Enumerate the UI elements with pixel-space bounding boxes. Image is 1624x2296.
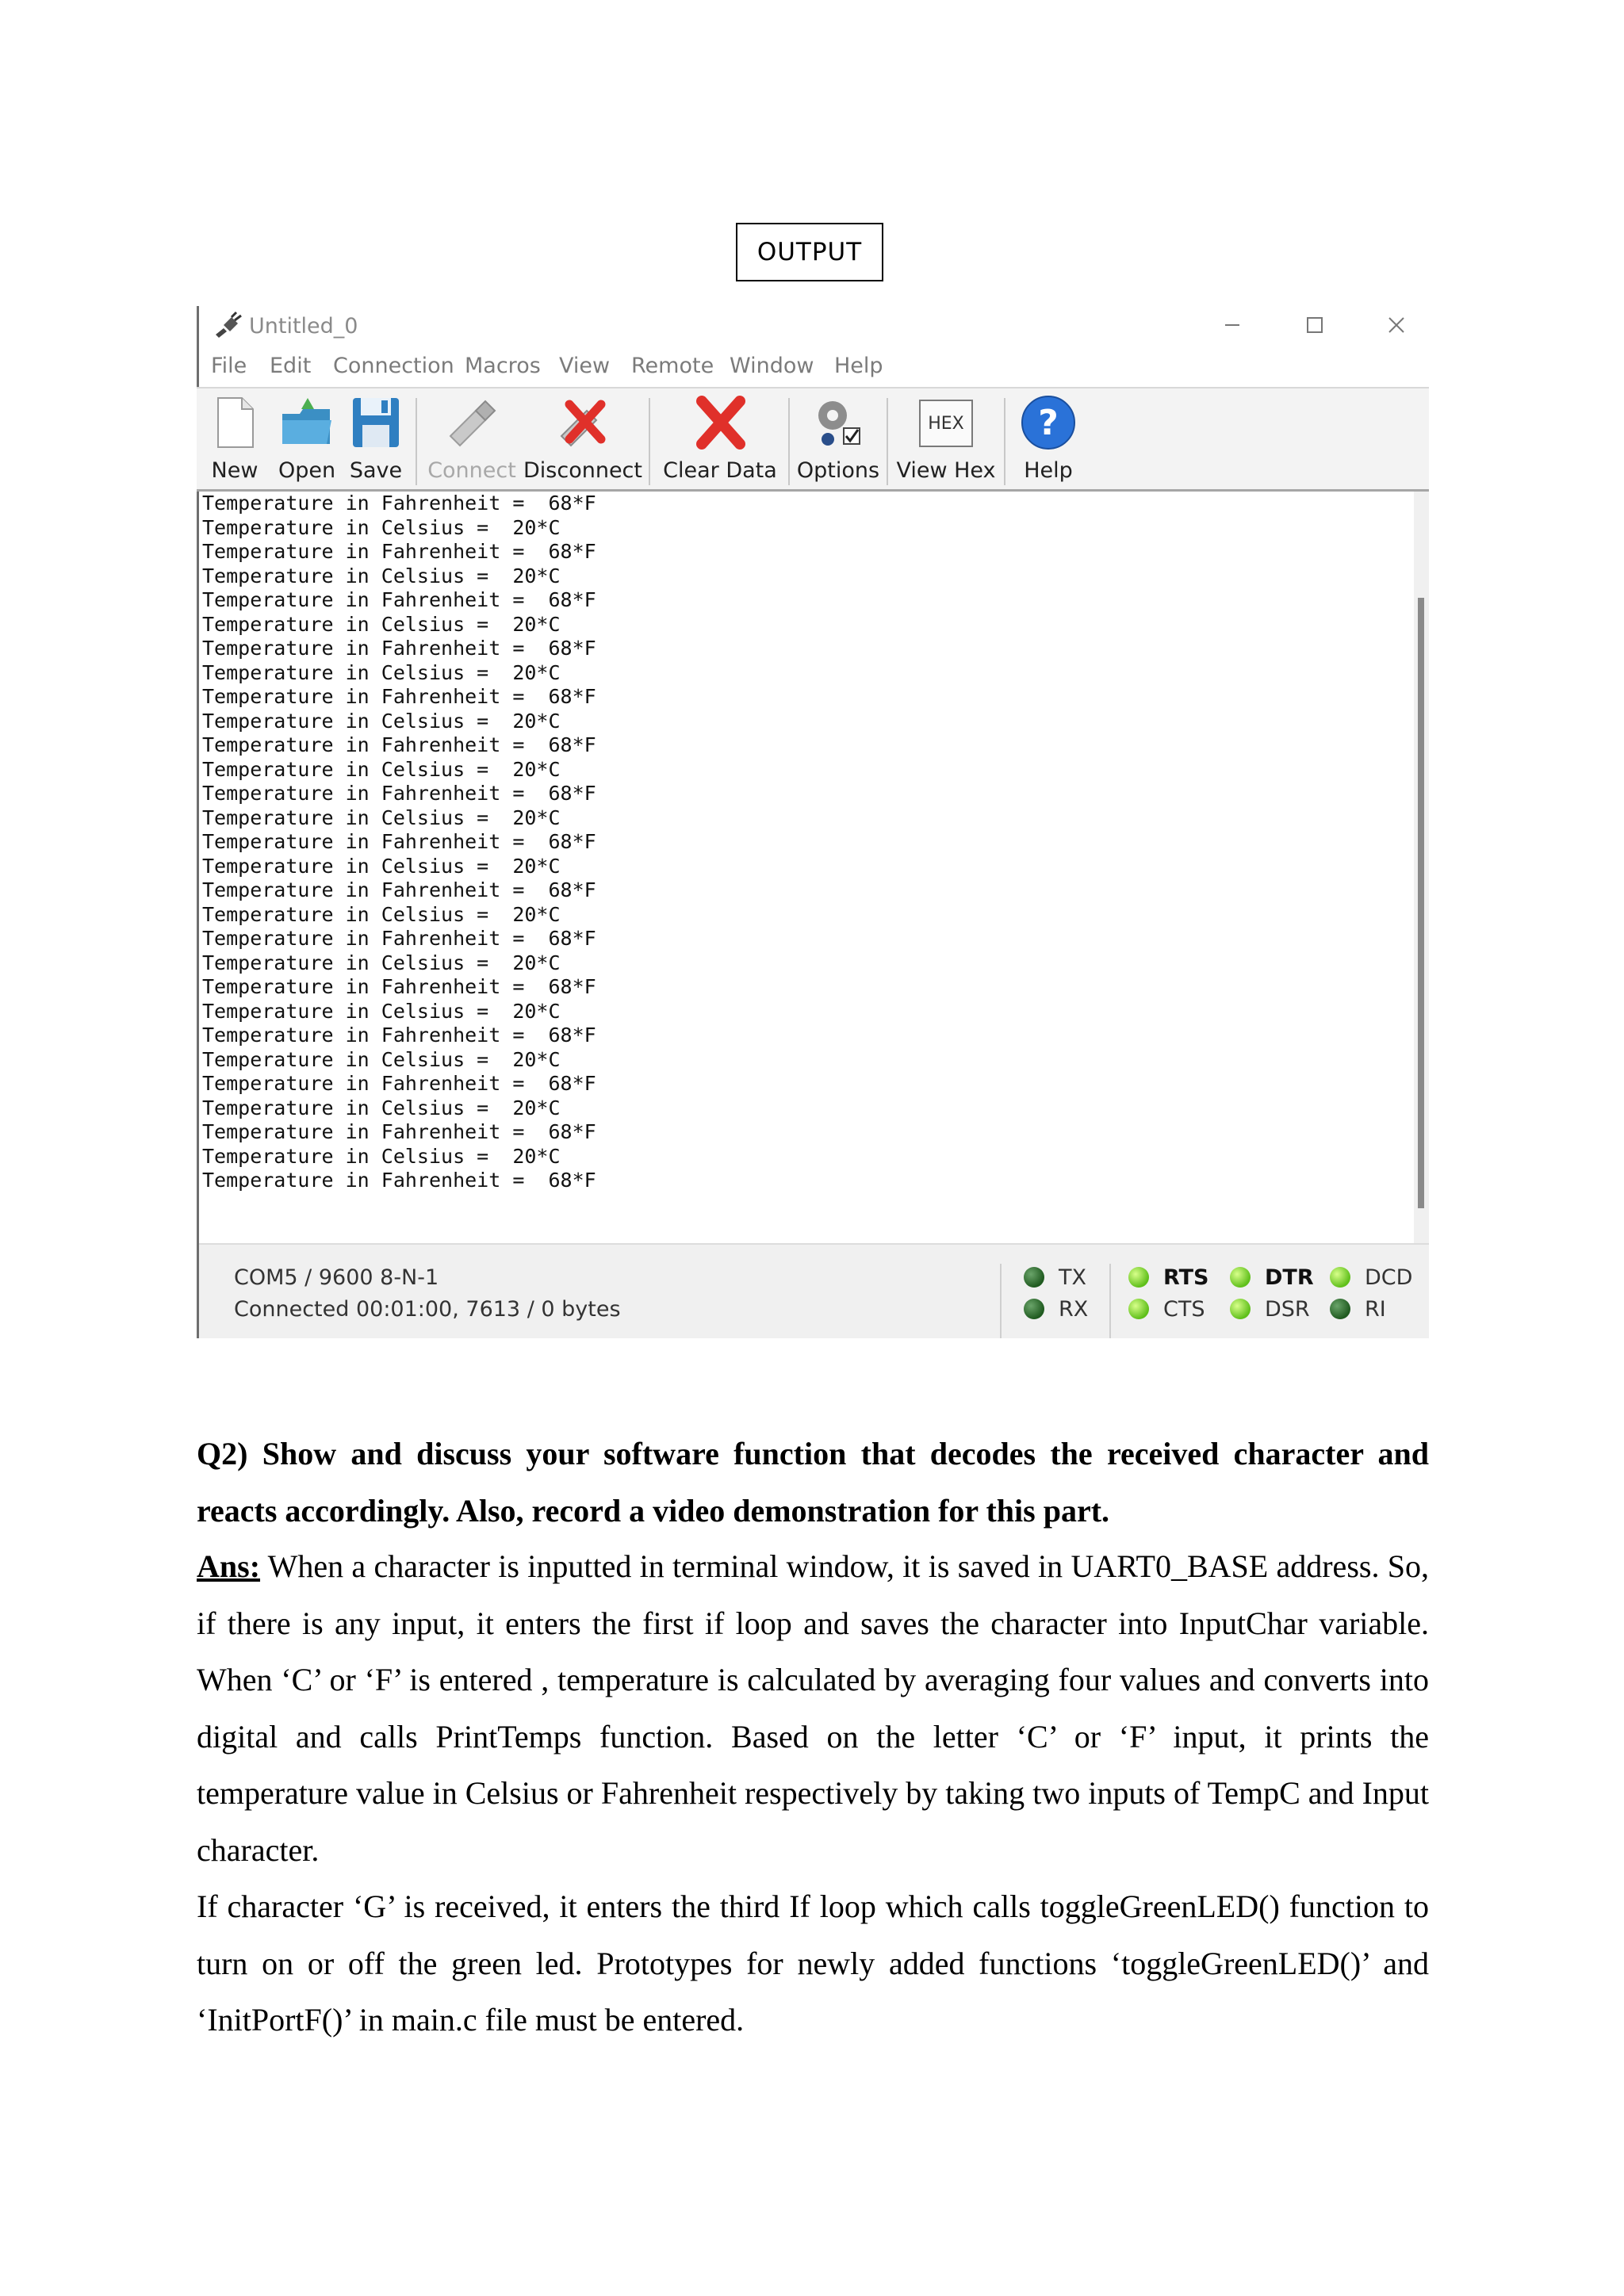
terminal-line: Temperature in Celsius = 20*C (202, 902, 561, 926)
answer-paragraph-2: If character ‘G’ is received, it enters the third If loop which calls toggleGreenLED() function to turn on or off the green led. Prototypes for newly added functions ‘toggleGreenLED()’ and ‘InitPortF()’ in main.c file must be entered. (197, 1888, 1429, 2038)
terminal-line: Temperature in Celsius = 20*C (202, 757, 561, 781)
menu-view[interactable]: View (559, 354, 611, 378)
status-separator (1109, 1264, 1111, 1338)
close-icon (1387, 316, 1406, 335)
dtr-label: DTR (1265, 1265, 1314, 1290)
close-button[interactable] (1375, 306, 1418, 344)
menu-edit[interactable]: Edit (270, 354, 312, 378)
menu-connection[interactable]: Connection (333, 354, 454, 378)
answer-label: Ans: (197, 1548, 261, 1584)
toolbar-separator (1004, 398, 1005, 485)
terminal-output[interactable] (199, 492, 1414, 1243)
terminal-line: Temperature in Fahrenheit = 68*F (202, 782, 596, 805)
menu-file[interactable]: File (211, 354, 247, 378)
connect-button[interactable] (428, 393, 515, 488)
question-q2: Q2) Show and discuss your software function that decodes the received character and reacts accordingly. Also, record a video demonstration for this part. (197, 1436, 1429, 1529)
terminal-line: Temperature in Fahrenheit = 68*F (202, 733, 596, 756)
disconnect-label: Disconnect (523, 458, 642, 483)
options-label: Options (796, 458, 880, 483)
cts-led-icon (1128, 1299, 1149, 1319)
tx-led-icon (1024, 1267, 1044, 1288)
open-button[interactable] (273, 393, 341, 488)
ri-led-icon (1330, 1299, 1350, 1319)
open-label: Open (278, 458, 336, 483)
disconnect-button[interactable] (523, 393, 642, 488)
app-plug-icon (213, 311, 244, 342)
menu-macros[interactable]: Macros (465, 354, 541, 378)
terminal-line: Temperature in Celsius = 20*C (202, 1096, 561, 1119)
save-button[interactable] (344, 393, 408, 488)
toolbar (197, 387, 1429, 492)
window-title: Untitled_0 (249, 314, 358, 339)
help-button[interactable] (1010, 393, 1086, 488)
clear-x-icon (691, 393, 749, 452)
menu-remote[interactable]: Remote (631, 354, 714, 378)
title-bar (197, 306, 1429, 350)
dcd-led-icon (1330, 1267, 1350, 1288)
connection-status: Connected 00:01:00, 7613 / 0 bytes (234, 1297, 621, 1322)
terminal-line: Temperature in Fahrenheit = 68*F (202, 1024, 596, 1047)
status-separator (1000, 1264, 1002, 1338)
terminal-line: Temperature in Celsius = 20*C (202, 951, 561, 974)
view-hex-label: View Hex (896, 458, 996, 483)
save-disk-icon (347, 393, 405, 452)
connect-label: Connect (427, 458, 516, 483)
status-bar (199, 1243, 1429, 1338)
terminal-line: Temperature in Fahrenheit = 68*F (202, 878, 596, 901)
menu-help[interactable]: Help (834, 354, 883, 378)
hex-icon-text: HEX (928, 413, 964, 434)
toolbar-separator (887, 398, 888, 485)
open-folder-icon (278, 393, 336, 452)
clear-data-button[interactable] (657, 393, 783, 488)
svg-text:?: ? (1038, 403, 1059, 443)
terminal-line: Temperature in Celsius = 20*C (202, 999, 561, 1023)
help-label: Help (1024, 458, 1073, 483)
save-label: Save (349, 458, 403, 483)
terminal-line: Temperature in Fahrenheit = 68*F (202, 1169, 596, 1192)
gears-icon (809, 393, 868, 452)
terminal-line: Temperature in Celsius = 20*C (202, 564, 561, 587)
output-heading: OUTPUT (736, 223, 883, 281)
terminal-line: Temperature in Celsius = 20*C (202, 612, 561, 636)
minimize-button[interactable] (1211, 306, 1254, 344)
rx-led-icon (1024, 1299, 1044, 1319)
terminal-line: Temperature in Fahrenheit = 68*F (202, 492, 596, 515)
ri-label: RI (1365, 1297, 1386, 1322)
terminal-line: Temperature in Fahrenheit = 68*F (202, 540, 596, 563)
terminal-line: Temperature in Celsius = 20*C (202, 709, 561, 733)
clear-data-label: Clear Data (663, 458, 777, 483)
terminal-line: Temperature in Celsius = 20*C (202, 1144, 561, 1168)
terminal-line: Temperature in Fahrenheit = 68*F (202, 685, 596, 708)
vertical-scrollbar[interactable] (1414, 492, 1429, 1243)
terminal-line: Temperature in Celsius = 20*C (202, 660, 561, 684)
menu-bar (197, 350, 1429, 384)
options-button[interactable] (793, 393, 883, 488)
scrollbar-thumb[interactable] (1418, 598, 1424, 1208)
hex-icon (919, 400, 973, 447)
terminal-line: Temperature in Fahrenheit = 68*F (202, 1072, 596, 1095)
terminal-line: Temperature in Fahrenheit = 68*F (202, 637, 596, 660)
cts-label: CTS (1163, 1297, 1205, 1322)
menu-window[interactable]: Window (730, 354, 814, 378)
terminal-line: Temperature in Fahrenheit = 68*F (202, 830, 596, 853)
dcd-label: DCD (1365, 1265, 1413, 1290)
maximize-button[interactable] (1293, 306, 1336, 344)
terminal-line: Temperature in Celsius = 20*C (202, 1047, 561, 1071)
terminal-line: Temperature in Celsius = 20*C (202, 515, 561, 539)
tx-label: TX (1059, 1265, 1086, 1290)
rts-label: RTS (1163, 1265, 1209, 1290)
new-document-icon (205, 393, 264, 452)
usb-connect-icon (442, 393, 501, 452)
minimize-icon (1224, 316, 1241, 334)
dsr-led-icon (1230, 1299, 1251, 1319)
terminal-line: Temperature in Fahrenheit = 68*F (202, 927, 596, 950)
disconnect-icon (553, 393, 612, 452)
terminal-line: Temperature in Celsius = 20*C (202, 806, 561, 829)
answer-paragraph-1 (197, 1538, 1429, 1878)
dsr-label: DSR (1265, 1297, 1310, 1322)
terminal-line: Temperature in Fahrenheit = 68*F (202, 975, 596, 998)
rts-led-icon[interactable] (1128, 1267, 1149, 1288)
answer-text-1: When a character is inputted in terminal window, it is saved in UART0_BASE address. So, if there is any input, it enters the first if loop and saves the character into InputChar variable. When ‘C’ or ‘F’ is entered , temperature is calculated by averaging four values and converts into digital and calls PrintTemps function. Based on the letter ‘C’ or ‘F’ input, it prints the temperature value in Celsius or Fahrenheit respectively by taking two inputs of TempC and Input character. (197, 1548, 1429, 1868)
terminal-line: Temperature in Fahrenheit = 68*F (202, 1120, 596, 1143)
terminal-app-window (197, 306, 1429, 1338)
toolbar-separator (649, 398, 650, 485)
terminal-line: Temperature in Celsius = 20*C (202, 854, 561, 878)
answer-block (197, 1538, 1429, 2049)
maximize-icon (1306, 316, 1323, 334)
toolbar-separator (788, 398, 790, 485)
new-label: New (211, 458, 259, 483)
terminal-line: Temperature in Fahrenheit = 68*F (202, 588, 596, 611)
view-hex-button[interactable] (894, 393, 998, 488)
toolbar-separator (416, 398, 417, 485)
new-button[interactable] (203, 393, 266, 488)
port-settings: COM5 / 9600 8-N-1 (234, 1265, 439, 1290)
help-question-icon (1019, 393, 1078, 452)
rx-label: RX (1059, 1297, 1089, 1322)
dtr-led-icon[interactable] (1230, 1267, 1251, 1288)
